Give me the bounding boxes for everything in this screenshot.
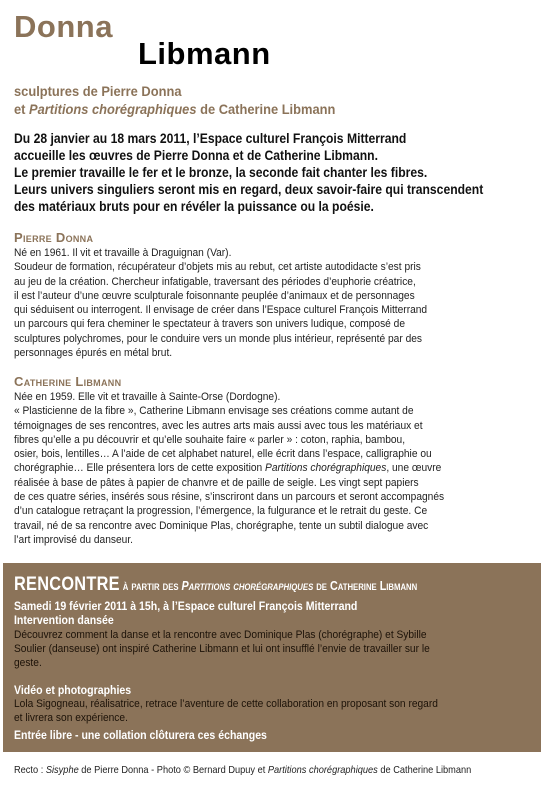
- credit-prefix: Recto :: [14, 764, 46, 776]
- catherine-heading: Catherine Libmann: [14, 374, 122, 389]
- credit-italic-2: Partitions chorégraphiques: [267, 764, 378, 776]
- mixed-prefix: chorégraphie… Elle présentera lors de cette exposition: [14, 462, 266, 475]
- catherine-line: témoignages de ses rencontres, avec les autres arts mais aussi avec tous les matériaux et: [14, 419, 423, 432]
- subtitle-line-1: sculptures de Pierre Donna: [14, 83, 182, 99]
- video-line: et livrera son expérience.: [14, 712, 128, 724]
- pierre-line: Né en 1961. Il vit et travaille à Draguignan (Var).: [14, 247, 232, 259]
- subtitle-italic: Partitions chorégraphiques: [29, 101, 197, 117]
- title-donna: Donna: [14, 9, 113, 44]
- subtitle-prefix: et: [14, 101, 30, 117]
- intervention-title: Intervention dansée: [14, 613, 114, 627]
- subtitle-suffix: de Catherine Libmann: [196, 101, 336, 117]
- intro-paragraph: [14, 130, 518, 215]
- pierre-line: au jeu de la création. Chercheur infatigable, traversant des périodes d’euphorie créatrice,: [14, 275, 416, 288]
- pierre-line: un parcours qui fera cheminer le spectateur à travers son univers ludique, composé de: [14, 318, 406, 331]
- intervention-text: [14, 628, 535, 670]
- rencontre-tagline: [120, 579, 417, 593]
- intervention-line: geste.: [14, 657, 42, 669]
- rencontre-heading: [14, 574, 542, 596]
- catherine-line: « Plasticienne de la fibre », Catherine Libmann envisage ses créations comme autant de: [14, 405, 414, 418]
- video-title: Vidéo et photographies: [14, 683, 132, 697]
- credit-middle: de Pierre Donna - Photo © Bernard Dupuy et: [78, 764, 268, 776]
- intro-line: Leurs univers singuliers seront mis en regard, deux savoir-faire qui transcendent: [14, 182, 484, 197]
- subtitle: [14, 82, 492, 118]
- pierre-line: qui séduisent ou interrogent. Il envisage de créer dans l’Espace culturel François Mitterrand: [14, 304, 428, 317]
- pierre-bio: [14, 246, 528, 360]
- catherine-bio: [14, 390, 528, 547]
- intro-line: Du 28 janvier au 18 mars 2011, l’Espace culturel François Mitterrand: [14, 131, 407, 146]
- pierre-line: il est l’auteur d’une œuvre sculpturale foisonnante peuplée d’animaux et de personnages: [14, 289, 415, 302]
- intervention-line: Soulier (danseuse) ont inspiré Catherine Libmann et lui ont insufflé l’envie de travailler sur le: [14, 643, 430, 655]
- catherine-line: réalisée à base de pâtes à papier de chanvre et de paille de seigle. Les vingt sept papiers: [14, 476, 419, 489]
- title-libmann: Libmann: [138, 36, 271, 71]
- mixed-italic: Partitions chorégraphiques: [265, 462, 387, 475]
- mixed-suffix: , une œuvre: [386, 462, 442, 475]
- rencontre-title: RENCONTRE: [14, 574, 120, 595]
- intervention-line: Découvrez comment la danse et la rencontre avec Dominique Plas (chorégraphe) et Sybille: [14, 629, 427, 641]
- subtitle-line-2: [14, 100, 492, 118]
- catherine-line: travail, né de sa rencontre avec Dominique Plas, chorégraphe, tente un subtil dialogue avec: [14, 519, 429, 532]
- intro-line: des matériaux bruts pour en révéler la puissance ou la poésie.: [14, 199, 374, 214]
- tag-italic: Partitions chorégraphiques: [181, 579, 314, 593]
- photo-credit: [14, 764, 542, 776]
- catherine-line: d’un catalogue retraçant la progression, l’émergence, la fulgurance et le retrait du geste. Ce: [14, 505, 428, 518]
- credit-suffix: de Catherine Libmann: [377, 764, 472, 776]
- pierre-line: sculptures polychromes, pour le conduire vers un monde plus intérieur, représenté par des: [14, 332, 423, 345]
- catherine-line: osier, bois, lentilles… A l’aide de cet alphabet naturel, elle écrit dans l’espace, calligraphie ou: [14, 448, 432, 461]
- catherine-line: de ces quatre séries, insérés sous résine, s’inscriront dans un parcours et seront accompagnés: [14, 491, 445, 504]
- page-title: [14, 10, 534, 72]
- pierre-heading: Pierre Donna: [14, 230, 94, 245]
- intro-line: accueille les œuvres de Pierre Donna et de Catherine Libmann.: [14, 148, 378, 163]
- catherine-line: Née en 1959. Elle vit et travaille à Sainte-Orse (Dordogne).: [14, 391, 281, 403]
- pierre-line: Soudeur de formation, récupérateur d’objets mis au rebut, cet artiste autodidacte s’est pris: [14, 261, 421, 274]
- video-line: Lola Sigogneau, réalisatrice, retrace l’aventure de cette collaboration en proposant son regard: [14, 698, 438, 710]
- catherine-line: fibres qu’elle a pu découvrir et qu’elle souhaite faire « parler » : coton, raphia, bambou,: [14, 433, 406, 446]
- video-text: [14, 697, 535, 725]
- catherine-line-mixed: [14, 461, 528, 475]
- tag-prefix: à partir des: [119, 579, 182, 593]
- catherine-line: l’art improvisé du danseur.: [14, 533, 134, 546]
- credit-italic-1: Sisyphe: [45, 764, 79, 776]
- rencontre-date: Samedi 19 février 2011 à 15h, à l’Espace culturel François Mitterrand: [14, 599, 358, 613]
- intro-line: Le premier travaille le fer et le bronze, la seconde fait chanter les fibres.: [14, 165, 428, 180]
- entry-note: Entrée libre - une collation clôturera ces échanges: [14, 728, 267, 742]
- pierre-line: personnages épurés en métal brut.: [14, 347, 173, 360]
- tag-suffix: de Catherine Libmann: [313, 579, 418, 593]
